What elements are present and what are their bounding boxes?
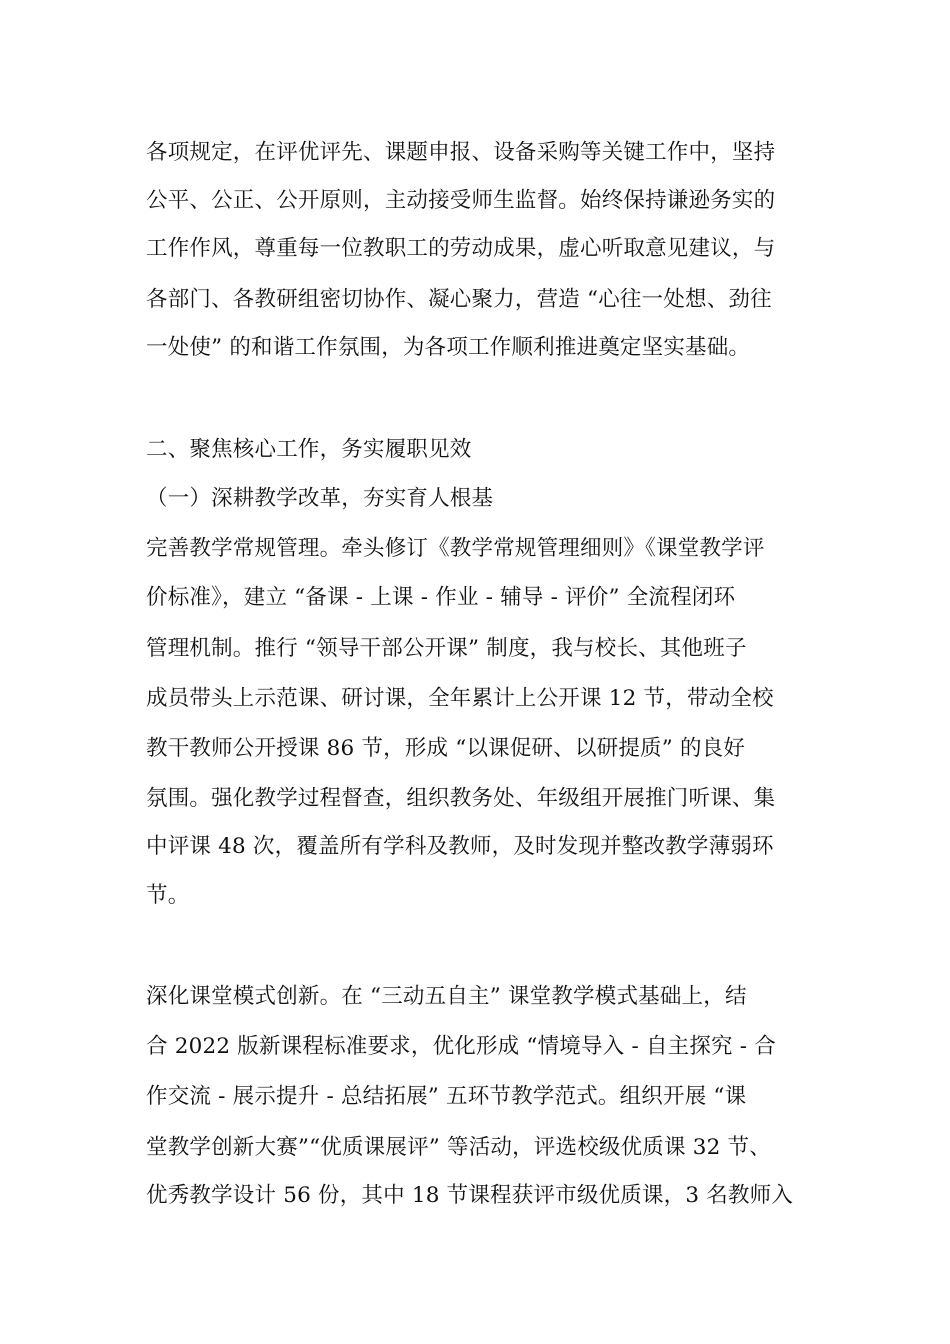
paragraph-line: 深化课堂模式创新。在 “三动五自主” 课堂教学模式基础上，结 — [146, 984, 747, 1009]
paragraph-line: 各部门、各教研组密切协作、凝心聚力，营造 “心往一处想、劲往 — [146, 287, 772, 312]
subsection-heading: （一）深耕教学改革，夯实育人根基 — [146, 486, 494, 511]
paragraph-line: 成员带头上示范课、研讨课，全年累计上公开课 12 节，带动全校 — [146, 686, 774, 711]
paragraph-line: 完善教学常规管理。牵头修订《教学常规管理细则》《课堂教学评 — [146, 536, 765, 561]
paragraph-line: 一处使” 的和谐工作氛围，为各项工作顺利推进奠定坚实基础。 — [146, 335, 751, 360]
paragraph-line: 中评课 48 次，覆盖所有学科及教师，及时发现并整改教学薄弱环 — [146, 834, 774, 859]
paragraph-line: 作交流 - 展示提升 - 总结拓展” 五环节教学范式。组织开展 “课 — [146, 1084, 747, 1109]
paragraph-line: 各项规定，在评优评先、课题申报、设备采购等关键工作中，坚持 — [146, 140, 776, 165]
paragraph-line: 教干教师公开授课 86 节，形成 “以课促研、以研提质” 的良好 — [146, 736, 746, 761]
section-heading: 二、聚焦核心工作，务实履职见效 — [146, 437, 472, 462]
paragraph-line: 合 2022 版新课程标准要求，优化形成 “情境导入 - 自主探究 - 合 — [146, 1034, 776, 1059]
paragraph-line: 公平、公正、公开原则，主动接受师生监督。始终保持谦逊务实的 — [146, 188, 776, 213]
paragraph-line: 管理机制。推行 “领导干部公开课” 制度，我与校长、其他班子 — [146, 636, 747, 661]
paragraph-line: 工作作风，尊重每一位教职工的劳动成果，虚心听取意见建议，与 — [146, 236, 776, 261]
paragraph-line: 堂教学创新大赛”“优质课展评” 等活动，评选校级优质课 32 节、 — [146, 1135, 771, 1160]
paragraph-line: 优秀教学设计 56 份，其中 18 节课程获评市级优质课，3 名教师入 — [146, 1183, 794, 1208]
paragraph-line: 氛围。强化教学过程督查，组织教务处、年级组开展推门听课、集 — [146, 786, 776, 811]
paragraph-line: 价标准》，建立 “备课 - 上课 - 作业 - 辅导 - 评价” 全流程闭环 — [146, 585, 736, 610]
paragraph-line: 节。 — [146, 883, 190, 908]
